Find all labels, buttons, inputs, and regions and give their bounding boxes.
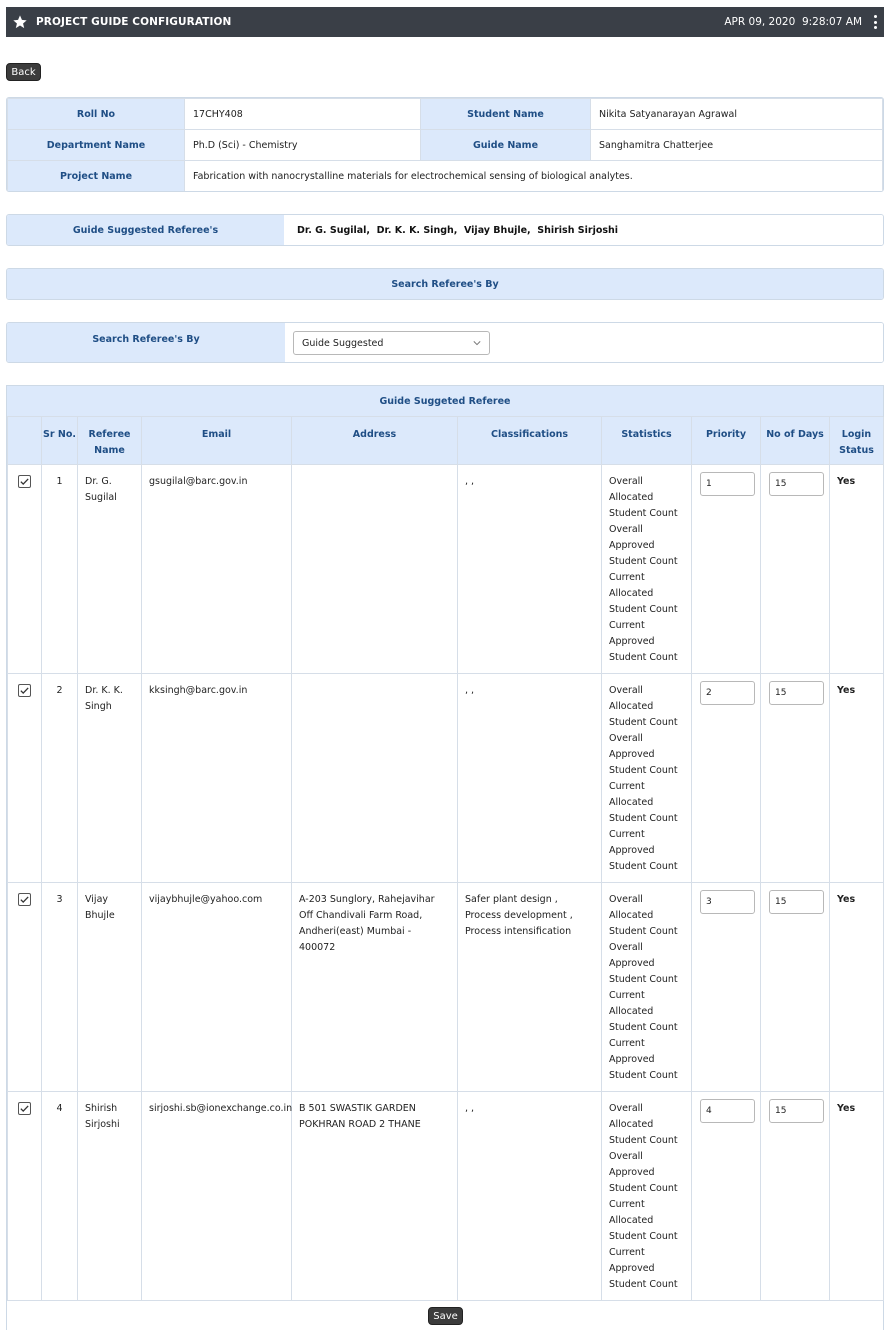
table-row [8, 882, 884, 1091]
row-sr-no: 2 [42, 673, 78, 882]
department-value: Ph.D (Sci) - Chemistry [185, 130, 421, 161]
col-statistics: Statistics [602, 417, 692, 464]
department-label: Department Name [8, 130, 185, 161]
row-checkbox[interactable] [18, 475, 31, 488]
row-sr-no: 1 [42, 464, 78, 673]
search-section-title: Search Referee's By [7, 269, 883, 299]
row-referee-name: Dr. K. K. Singh [78, 673, 142, 882]
table-row [8, 1091, 884, 1300]
check-icon [19, 894, 30, 905]
priority-input[interactable] [700, 890, 755, 914]
priority-input[interactable] [700, 472, 755, 496]
back-button[interactable]: Back [6, 63, 41, 81]
grid-title: Guide Suggeted Referee [7, 386, 883, 417]
row-sr-no: 4 [42, 1091, 78, 1300]
chevron-down-icon [473, 339, 481, 347]
row-address: B 501 SWASTIK GARDEN POKHRAN ROAD 2 THANE [292, 1091, 458, 1300]
project-name-label: Project Name [8, 161, 185, 192]
guide-name-label: Guide Name [421, 130, 591, 161]
row-classifications: , , [458, 673, 602, 882]
search-section-header [6, 268, 884, 300]
page-title: PROJECT GUIDE CONFIGURATION [36, 16, 232, 28]
suggested-referees-label: Guide Suggested Referee's [7, 215, 284, 245]
student-info-panel [6, 97, 884, 192]
roll-no-value: 17CHY408 [185, 99, 421, 130]
search-by-select[interactable] [293, 331, 490, 355]
no-of-days-input[interactable] [769, 1099, 824, 1123]
table-row [8, 464, 884, 673]
row-email: vijaybhujle@yahoo.com [142, 882, 292, 1091]
row-statistics: Overall Allocated Student Count Overall Approved Student Count Current Allocated Student Count Current Approved Student Count [602, 882, 692, 1091]
col-no-of-days: No of Days [761, 417, 830, 464]
col-address: Address [292, 417, 458, 464]
top-bar [6, 7, 884, 37]
row-referee-name: Shirish Sirjoshi [78, 1091, 142, 1300]
star-icon [12, 14, 28, 30]
referee-grid [6, 385, 884, 1330]
row-sr-no: 3 [42, 882, 78, 1091]
row-checkbox[interactable] [18, 1102, 31, 1115]
roll-no-label: Roll No [8, 99, 185, 130]
kebab-menu-icon[interactable] [870, 14, 880, 30]
row-login-status: Yes [830, 673, 884, 882]
search-by-label: Search Referee's By [7, 323, 285, 362]
project-name-value: Fabrication with nanocrystalline materials for electrochemical sensing of biological analytes. [185, 161, 883, 192]
suggested-referees-value: Dr. G. Sugilal, Dr. K. K. Singh, Vijay Bhujle, Shirish Sirjoshi [284, 215, 883, 245]
search-by-selected-value: Guide Suggested [302, 338, 384, 349]
no-of-days-input[interactable] [769, 472, 824, 496]
row-email: gsugilal@barc.gov.in [142, 464, 292, 673]
row-checkbox[interactable] [18, 893, 31, 906]
row-address [292, 673, 458, 882]
row-statistics: Overall Allocated Student Count Overall Approved Student Count Current Allocated Student Count Current Approved Student Count [602, 1091, 692, 1300]
no-of-days-input[interactable] [769, 890, 824, 914]
student-name-label: Student Name [421, 99, 591, 130]
check-icon [19, 476, 30, 487]
row-address: A-203 Sunglory, Rahejavihar Off Chandivali Farm Road, Andheri(east) Mumbai - 400072 [292, 882, 458, 1091]
col-select [8, 417, 42, 464]
col-referee-name: Referee Name [78, 417, 142, 464]
row-checkbox[interactable] [18, 684, 31, 697]
row-classifications: , , [458, 1091, 602, 1300]
row-referee-name: Vijay Bhujle [78, 882, 142, 1091]
col-classifications: Classifications [458, 417, 602, 464]
col-priority: Priority [692, 417, 761, 464]
row-login-status: Yes [830, 882, 884, 1091]
row-login-status: Yes [830, 1091, 884, 1300]
check-icon [19, 1103, 30, 1114]
col-email: Email [142, 417, 292, 464]
guide-name-value: Sanghamitra Chatterjee [591, 130, 883, 161]
row-login-status: Yes [830, 464, 884, 673]
row-email: kksingh@barc.gov.in [142, 673, 292, 882]
student-name-value: Nikita Satyanarayan Agrawal [591, 99, 883, 130]
save-button[interactable]: Save [428, 1307, 463, 1325]
row-email: sirjoshi.sb@ionexchange.co.in [142, 1091, 292, 1300]
row-classifications: , , [458, 464, 602, 673]
row-referee-name: Dr. G. Sugilal [78, 464, 142, 673]
search-panel [6, 322, 884, 363]
datetime-display: APR 09, 2020 9:28:07 AM [724, 16, 862, 28]
row-statistics: Overall Allocated Student Count Overall Approved Student Count Current Allocated Student Count Current Approved Student Count [602, 673, 692, 882]
row-classifications: Safer plant design , Process development , Process intensification [458, 882, 602, 1091]
row-statistics: Overall Allocated Student Count Overall Approved Student Count Current Allocated Student Count Current Approved Student Count [602, 464, 692, 673]
col-sr-no: Sr No. [42, 417, 78, 464]
table-row [8, 673, 884, 882]
suggested-referees-panel [6, 214, 884, 246]
priority-input[interactable] [700, 681, 755, 705]
check-icon [19, 685, 30, 696]
row-address [292, 464, 458, 673]
col-login-status: Login Status [830, 417, 884, 464]
no-of-days-input[interactable] [769, 681, 824, 705]
priority-input[interactable] [700, 1099, 755, 1123]
